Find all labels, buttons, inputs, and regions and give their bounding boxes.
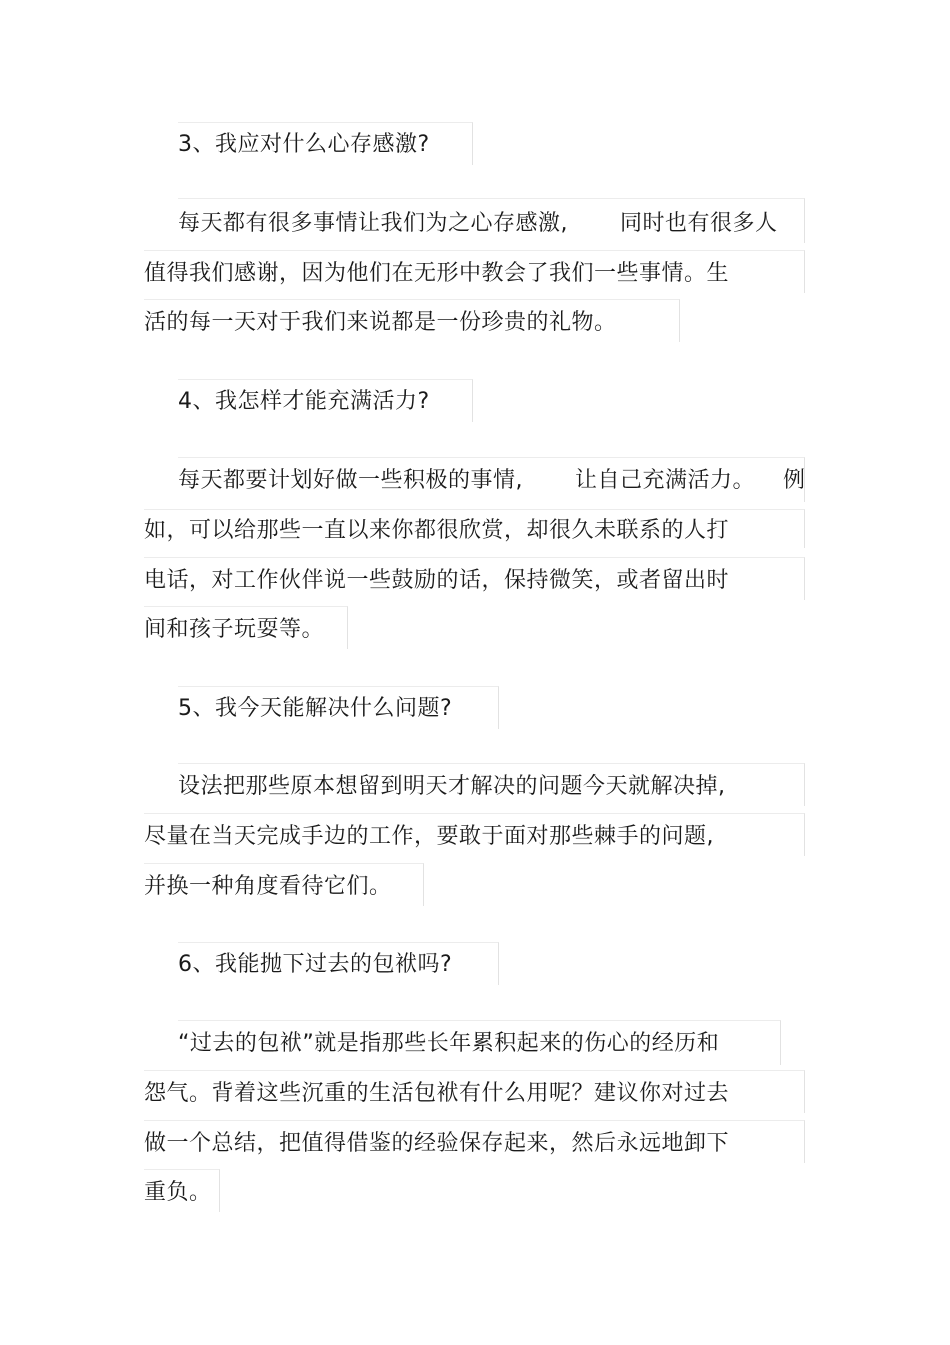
section-heading-4: 4、我怎样才能充满活力? <box>178 389 430 414</box>
paragraph-line: 如，可以给那些一直以来你都很欣赏，却很久未联系的人打 <box>144 518 730 543</box>
text-segment: 同时也有很多人 <box>620 211 778 236</box>
paragraph-line: 设法把那些原本想留到明天才解决的问题今天就解决掉, <box>178 774 726 799</box>
paragraph-line: 值得我们感谢，因为他们在无形中教会了我们一些事情。生 <box>144 261 730 286</box>
paragraph-line: 电话，对工作伙伴说一些鼓励的话，保持微笑，或者留出时 <box>144 568 730 593</box>
paragraph-line: 尽量在当天完成手边的工作，要敢于面对那些棘手的问题, <box>144 824 714 849</box>
paragraph-line <box>178 466 806 496</box>
paragraph-line: “过去的包袱”就是指那些长年累积起来的伤心的经历和 <box>178 1031 720 1056</box>
paragraph-line: 重负。 <box>144 1180 212 1205</box>
paragraph-line: 怨气。背着这些沉重的生活包袱有什么用呢？建议你对过去 <box>144 1081 730 1106</box>
text-segment: 每天都有很多事情让我们为之心存感激, <box>178 211 568 236</box>
section-heading-3: 3、我应对什么心存感激? <box>178 132 430 157</box>
paragraph-line: 并换一种角度看待它们。 <box>144 874 392 899</box>
paragraph-line: 活的每一天对于我们来说都是一份珍贵的礼物。 <box>144 310 617 335</box>
text-segment: 每天都要计划好做一些积极的事情, <box>178 468 523 493</box>
section-heading-6: 6、我能抛下过去的包袱吗? <box>178 952 453 977</box>
paragraph-line: 做一个总结，把值得借鉴的经验保存起来，然后永远地卸下 <box>144 1131 730 1156</box>
paragraph-line <box>178 209 778 239</box>
text-segment: 例 <box>783 468 806 493</box>
section-heading-5: 5、我今天能解决什么问题? <box>178 696 453 721</box>
text-segment: 让自己充满活力。 <box>575 468 756 493</box>
paragraph-line: 间和孩子玩耍等。 <box>144 617 325 642</box>
